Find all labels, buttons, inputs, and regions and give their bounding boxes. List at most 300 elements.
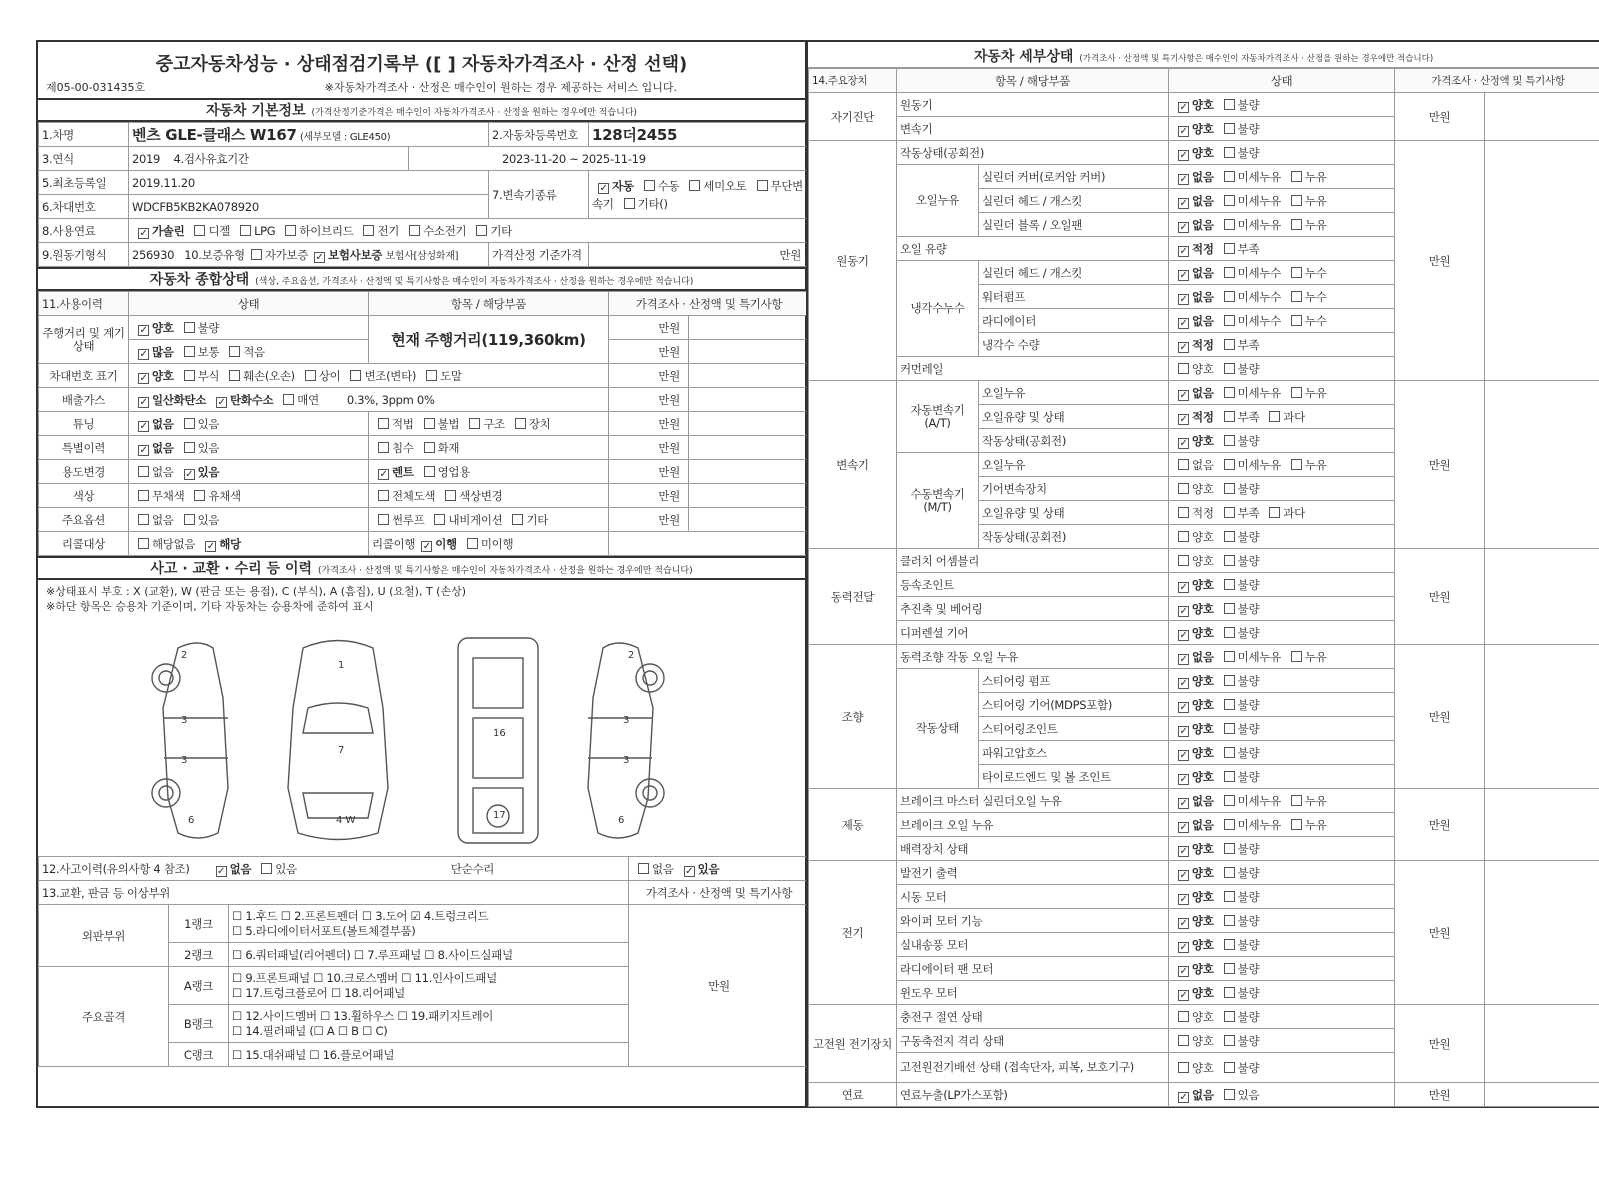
recall-do-checkbox-0[interactable]: [421, 541, 432, 552]
detail-4-4-checkbox-0[interactable]: [1178, 750, 1189, 761]
fuel-checkbox-5[interactable]: [409, 225, 420, 236]
detail-1-6-checkbox-1[interactable]: [1224, 291, 1235, 302]
detail-2-4-checkbox-1[interactable]: [1224, 483, 1235, 494]
detail-row: [809, 1083, 1599, 1107]
detail-1-8-checkbox-0[interactable]: [1178, 342, 1189, 353]
detail-7-2-checkbox-1[interactable]: [1224, 1062, 1235, 1073]
detail-5-0-option-label: 없음: [1192, 793, 1214, 808]
accident-checkbox-1[interactable]: [261, 863, 272, 874]
detail-row: [809, 141, 1599, 165]
rank-1-parts: [229, 905, 629, 943]
basic-info-title: 자동차 기본정보: [205, 103, 306, 119]
detail-4-5-checkbox-0[interactable]: [1178, 774, 1189, 785]
detail-0-1-option-label: 양호: [1192, 121, 1214, 136]
rank-b: B랭크: [169, 1005, 229, 1043]
detail-1-5-option-label: 누수: [1304, 265, 1327, 280]
detail-5-2-option-label: 양호: [1192, 841, 1214, 856]
detail-1-2-checkbox-0[interactable]: [1178, 198, 1189, 209]
detail-7-1-checkbox-0[interactable]: [1178, 1035, 1189, 1046]
price-note-cell: [689, 388, 810, 412]
detail-heading: [808, 42, 1599, 68]
rank-a-line-1: ☐ 9.프론트패널 ☐ 10.크로스멤버 ☐ 11.인사이드패널: [232, 970, 497, 985]
price-note-cell: [689, 484, 810, 508]
detail-2-0-checkbox-2[interactable]: [1291, 387, 1302, 398]
car-name: 벤츠 GLE-클래스 W167: [132, 126, 297, 144]
hdr-item: 항목 / 해당부품: [369, 292, 609, 316]
overall-5-checkbox-0[interactable]: [138, 490, 149, 501]
detail-state: [1169, 765, 1395, 789]
detail-0-1-checkbox-1[interactable]: [1224, 123, 1235, 134]
detail-4-3-checkbox-1[interactable]: [1224, 723, 1235, 734]
detail-1-1-option-label: 미세누유: [1237, 169, 1281, 184]
detail-1-3-checkbox-2[interactable]: [1291, 219, 1302, 230]
detail-3-2-checkbox-0[interactable]: [1178, 606, 1189, 617]
overall-row-items: [369, 484, 609, 508]
fuel-checkbox-0[interactable]: [138, 228, 149, 239]
detail-3-0-option-label: 양호: [1192, 553, 1214, 568]
detail-5-0-option-label: 미세누유: [1237, 793, 1281, 808]
hdr-state: 상태: [129, 292, 369, 316]
detail-7-1-option-label: 불량: [1237, 1033, 1260, 1048]
detail-6-2-checkbox-0[interactable]: [1178, 918, 1189, 929]
detail-2-0-checkbox-1[interactable]: [1224, 387, 1235, 398]
simple-repair-checkbox-0[interactable]: [638, 863, 649, 874]
detail-state: [1169, 861, 1395, 885]
detail-1-8-option-label: 부족: [1237, 337, 1260, 352]
recall-label: 리콜대상: [39, 532, 129, 556]
detail-1-9-option-label: 불량: [1237, 361, 1260, 376]
engine-warranty: [129, 243, 489, 267]
detail-1-6-checkbox-2[interactable]: [1291, 291, 1302, 302]
overall-row-extra: 0.3%, 3ppm 0%: [346, 392, 435, 407]
detail-2-3-checkbox-0[interactable]: [1178, 459, 1189, 470]
fuel-option-label: 전기: [377, 223, 400, 238]
detail-1-5-checkbox-0[interactable]: [1178, 270, 1189, 281]
overall-6-checkbox-1[interactable]: [184, 514, 195, 525]
detail-row: [809, 861, 1599, 885]
detail-3-1-checkbox-1[interactable]: [1224, 579, 1235, 590]
detail-2-0-option-label: 미세누유: [1237, 385, 1281, 400]
detail-6-5-checkbox-1[interactable]: [1224, 987, 1235, 998]
overall-4-checkbox-0[interactable]: [138, 466, 149, 477]
detail-5-1-checkbox-0[interactable]: [1178, 822, 1189, 833]
trans-checkbox-3[interactable]: [757, 180, 768, 191]
mileage2-checkbox-0[interactable]: [138, 349, 149, 360]
detail-1-7-option-label: 누수: [1304, 313, 1327, 328]
detail-1-0-checkbox-0[interactable]: [1178, 150, 1189, 161]
accident-note: (가격조사 · 산정액 및 특기사항은 매수인이 자동차가격조사 · 산정을 원하는 경우에만 적습니다): [318, 566, 693, 576]
detail-4-0-checkbox-2[interactable]: [1291, 651, 1302, 662]
recall-row: [39, 532, 810, 556]
vin-label: 6.차대번호: [39, 195, 129, 219]
detail-1-7-checkbox-1[interactable]: [1224, 315, 1235, 326]
detail-3-3-checkbox-1[interactable]: [1224, 627, 1235, 638]
mileage1-checkbox-1[interactable]: [184, 322, 195, 333]
left-sheet: [36, 40, 807, 1108]
overall-items-4-checkbox-1[interactable]: [424, 466, 435, 477]
detail-group-label: 고전원 전기장치: [809, 1005, 897, 1083]
overall-row: [39, 364, 810, 388]
detail-item: 와이퍼 모터 기능: [897, 909, 1169, 933]
detail-2-3-checkbox-1[interactable]: [1224, 459, 1235, 470]
overall-0-checkbox-5[interactable]: [426, 370, 437, 381]
overall-1-checkbox-0[interactable]: [138, 397, 149, 408]
price-note-cell: [689, 364, 810, 388]
fuel-checkbox-3[interactable]: [285, 225, 296, 236]
overall-1-option-label: 일산화탄소: [152, 392, 207, 407]
recall-checkbox-1[interactable]: [205, 541, 216, 552]
mileage2-checkbox-2[interactable]: [229, 346, 240, 357]
inspect: 2023-11-20 ~ 2025-11-19: [502, 151, 646, 166]
overall-items-5-checkbox-0[interactable]: [378, 490, 389, 501]
detail-1-7-checkbox-0[interactable]: [1178, 318, 1189, 329]
detail-2-5-checkbox-2[interactable]: [1269, 507, 1280, 518]
detail-2-1-checkbox-2[interactable]: [1269, 411, 1280, 422]
overall-items-3-checkbox-1[interactable]: [424, 442, 435, 453]
detail-0-1-checkbox-0[interactable]: [1178, 126, 1189, 137]
detail-1-3-checkbox-0[interactable]: [1178, 222, 1189, 233]
mileage2-option-label: 적음: [243, 344, 265, 359]
detail-1-2-checkbox-1[interactable]: [1224, 195, 1235, 206]
overall-items-3-checkbox-0[interactable]: [378, 442, 389, 453]
detail-4-2-option-label: 양호: [1192, 697, 1214, 712]
warranty-ins-checkbox[interactable]: [314, 252, 325, 263]
detail-row: [809, 93, 1599, 117]
overall-0-checkbox-1[interactable]: [184, 370, 195, 381]
detail-5-2-checkbox-0[interactable]: [1178, 846, 1189, 857]
overall-3-checkbox-0[interactable]: [138, 445, 149, 456]
detail-7-0-checkbox-0[interactable]: [1178, 1011, 1189, 1022]
detail-state: [1169, 693, 1395, 717]
detail-1-8-checkbox-1[interactable]: [1224, 339, 1235, 350]
detail-group-label: 동력전달: [809, 549, 897, 645]
overall-0-checkbox-4[interactable]: [350, 370, 361, 381]
detail-note: [1485, 789, 1599, 861]
overall-items-2-checkbox-0[interactable]: [378, 418, 389, 429]
detail-item: 실린더 헤드 / 개스킷: [979, 261, 1169, 285]
detail-1-1-checkbox-0[interactable]: [1178, 174, 1189, 185]
trans-checkbox-2[interactable]: [689, 180, 700, 191]
detail-state: [1169, 1053, 1395, 1083]
mileage-state2: [129, 340, 369, 364]
rank-c-parts: ☐ 15.대쉬패널 ☐ 16.플로어패널: [229, 1043, 629, 1067]
detail-8-0-checkbox-0[interactable]: [1178, 1092, 1189, 1103]
detail-4-0-checkbox-0[interactable]: [1178, 654, 1189, 665]
overall-items-2-checkbox-3[interactable]: [515, 418, 526, 429]
detail-state: [1169, 405, 1395, 429]
detail-8-0-checkbox-1[interactable]: [1224, 1089, 1235, 1100]
detail-1-1-checkbox-2[interactable]: [1291, 171, 1302, 182]
overall-1-checkbox-2[interactable]: [283, 394, 294, 405]
detail-state: [1169, 957, 1395, 981]
overall-5-checkbox-1[interactable]: [194, 490, 205, 501]
detail-item: 등속조인트: [897, 573, 1169, 597]
detail-4-4-checkbox-1[interactable]: [1224, 747, 1235, 758]
mileage1-checkbox-0[interactable]: [138, 325, 149, 336]
detail-6-3-checkbox-1[interactable]: [1224, 939, 1235, 950]
detail-2-6-option-label: 양호: [1192, 529, 1214, 544]
overall-table: [38, 291, 810, 556]
reg-no-label: 2.자동차등록번호: [489, 123, 589, 147]
detail-0-0-checkbox-0[interactable]: [1178, 102, 1189, 113]
overall-items-5-checkbox-1[interactable]: [445, 490, 456, 501]
detail-1-7-checkbox-2[interactable]: [1291, 315, 1302, 326]
overall-3-option-label: 있음: [197, 440, 220, 455]
trans-checkbox-1[interactable]: [644, 180, 655, 191]
detail-4-1-checkbox-0[interactable]: [1178, 678, 1189, 689]
overall-4-checkbox-1[interactable]: [184, 469, 195, 480]
overall-row: [39, 508, 810, 532]
detail-note: [1485, 93, 1599, 141]
overall-items-2-checkbox-2[interactable]: [469, 418, 480, 429]
overall-items-4-checkbox-0[interactable]: [378, 469, 389, 480]
overall-0-option-label: 훼손(오손): [243, 368, 295, 383]
recall-do-label: 리콜이행: [372, 536, 416, 551]
detail-1-5-checkbox-2[interactable]: [1291, 267, 1302, 278]
detail-1-4-checkbox-0[interactable]: [1178, 246, 1189, 257]
car-diagram: [38, 618, 805, 856]
recall-do: [369, 532, 609, 556]
overall-row-items: [369, 460, 609, 484]
detail-state: [1169, 285, 1395, 309]
detail-group-label: 자기진단: [809, 93, 897, 141]
trans-option-label: 무단변속기: [592, 178, 803, 211]
detail-state: [1169, 117, 1395, 141]
detail-2-1-checkbox-1[interactable]: [1224, 411, 1235, 422]
overall-6-option-label: 있음: [197, 512, 220, 527]
detail-1-9-checkbox-1[interactable]: [1224, 363, 1235, 374]
rank-1-line-1: ☐ 1.후드 ☐ 2.프론트펜더 ☐ 3.도어 ☑ 4.트렁크리드: [232, 908, 489, 923]
detail-6-0-option-label: 양호: [1192, 865, 1214, 880]
detail-5-0-checkbox-0[interactable]: [1178, 798, 1189, 809]
detail-state: [1169, 453, 1395, 477]
overall-0-checkbox-2[interactable]: [229, 370, 240, 381]
detail-group-label: 제동: [809, 789, 897, 861]
detail-item: 실린더 블록 / 오일팬: [979, 213, 1169, 237]
mileage-state1: [129, 316, 369, 340]
fuel-checkbox-4[interactable]: [363, 225, 374, 236]
part-6-left: 6: [188, 815, 195, 826]
overall-0-checkbox-0[interactable]: [138, 373, 149, 384]
overall-1-checkbox-1[interactable]: [216, 397, 227, 408]
detail-2-4-checkbox-0[interactable]: [1178, 483, 1189, 494]
trans-checkbox-0[interactable]: [598, 183, 609, 194]
detail-2-5-option-label: 적정: [1192, 505, 1214, 520]
trans-option-label: 자동: [612, 178, 634, 193]
detail-note: [1485, 861, 1599, 1005]
mileage2-checkbox-1[interactable]: [184, 346, 195, 357]
detail-item: 원동기: [897, 93, 1169, 117]
detail-1-1-checkbox-1[interactable]: [1224, 171, 1235, 182]
overall-5-option-label: 유채색: [208, 488, 241, 503]
detail-4-2-checkbox-1[interactable]: [1224, 699, 1235, 710]
detail-0-1-option-label: 불량: [1237, 121, 1260, 136]
detail-7-2-checkbox-0[interactable]: [1178, 1062, 1189, 1073]
detail-4-0-option-label: 미세누유: [1237, 649, 1281, 664]
detail-note: [1485, 141, 1599, 381]
detail-1-9-checkbox-0[interactable]: [1178, 363, 1189, 374]
fuel-checkbox-2[interactable]: [240, 225, 251, 236]
detail-4-2-checkbox-0[interactable]: [1178, 702, 1189, 713]
detail-4-1-checkbox-1[interactable]: [1224, 675, 1235, 686]
detail-6-4-checkbox-1[interactable]: [1224, 963, 1235, 974]
detail-1-3-checkbox-1[interactable]: [1224, 219, 1235, 230]
detail-0-0-checkbox-1[interactable]: [1224, 99, 1235, 110]
recall-do-checkbox-1[interactable]: [467, 538, 478, 549]
overall-2-checkbox-1[interactable]: [184, 418, 195, 429]
detail-6-2-checkbox-1[interactable]: [1224, 915, 1235, 926]
detail-4-3-checkbox-0[interactable]: [1178, 726, 1189, 737]
rank-1: 1랭크: [169, 905, 229, 943]
detail-4-0-checkbox-1[interactable]: [1224, 651, 1235, 662]
overall-items-2-option-label: 적법: [392, 416, 414, 431]
overall-items-6-checkbox-1[interactable]: [434, 514, 445, 525]
detail-1-0-option-label: 양호: [1192, 145, 1214, 160]
detail-2-6-checkbox-1[interactable]: [1224, 531, 1235, 542]
detail-6-0-option-label: 불량: [1237, 865, 1260, 880]
accident-checkbox-0[interactable]: [216, 866, 227, 877]
accident-title: 사고 · 교환 · 수리 등 이력: [150, 561, 312, 577]
detail-item: 디퍼렌셜 기어: [897, 621, 1169, 645]
detail-2-2-checkbox-0[interactable]: [1178, 438, 1189, 449]
overall-0-option-label: 상이: [318, 368, 341, 383]
detail-1-4-option-label: 적정: [1192, 241, 1214, 256]
detail-sub-label: 오일누유: [897, 165, 979, 237]
detail-6-0-checkbox-0[interactable]: [1178, 870, 1189, 881]
detail-2-5-checkbox-1[interactable]: [1224, 507, 1235, 518]
detail-3-0-checkbox-0[interactable]: [1178, 555, 1189, 566]
detail-item: 작동상태(공회전): [897, 141, 1169, 165]
detail-item: 충전구 절연 상태: [897, 1005, 1169, 1029]
detail-item: 오일유량 및 상태: [979, 501, 1169, 525]
fuel-checkbox-6[interactable]: [476, 225, 487, 236]
overall-items-5-option-label: 전체도색: [392, 488, 436, 503]
detail-1-0-option-label: 불량: [1237, 145, 1260, 160]
detail-2-6-checkbox-0[interactable]: [1178, 531, 1189, 542]
detail-2-5-checkbox-0[interactable]: [1178, 507, 1189, 518]
warranty-ins: 보험사보증: [328, 247, 383, 262]
won-cell: 만원: [609, 508, 689, 532]
detail-5-1-checkbox-1[interactable]: [1224, 819, 1235, 830]
detail-3-2-checkbox-1[interactable]: [1224, 603, 1235, 614]
detail-state: [1169, 165, 1395, 189]
detail-4-4-option-label: 불량: [1237, 745, 1260, 760]
trans-option-label: 세미오토: [703, 178, 747, 193]
detail-state: [1169, 621, 1395, 645]
detail-6-1-checkbox-1[interactable]: [1224, 891, 1235, 902]
detail-item: 브레이크 오일 누유: [897, 813, 1169, 837]
detail-1-4-option-label: 부족: [1237, 241, 1260, 256]
overall-items-6-checkbox-0[interactable]: [378, 514, 389, 525]
trans-option-label: 수동: [657, 178, 680, 193]
doc-number: 제05-00-031435호: [46, 81, 146, 94]
detail-3-1-checkbox-0[interactable]: [1178, 582, 1189, 593]
warranty-self-checkbox[interactable]: [251, 249, 262, 260]
detail-1-0-checkbox-1[interactable]: [1224, 147, 1235, 158]
detail-6-5-checkbox-0[interactable]: [1178, 990, 1189, 1001]
overall-items-6-checkbox-2[interactable]: [512, 514, 523, 525]
detail-2-0-option-label: 없음: [1192, 385, 1214, 400]
trans-checkbox-4[interactable]: [624, 198, 635, 209]
detail-4-0-option-label: 없음: [1192, 649, 1214, 664]
accident-heading: [38, 556, 805, 580]
hdr-price: 가격조사 · 산정액 및 특기사항: [1395, 69, 1599, 93]
detail-6-1-checkbox-0[interactable]: [1178, 894, 1189, 905]
detail-state: [1169, 1005, 1395, 1029]
detail-7-0-checkbox-1[interactable]: [1224, 1011, 1235, 1022]
detail-price: 만원: [1395, 861, 1485, 1005]
detail-state: [1169, 309, 1395, 333]
rank-1-line-2: ☐ 5.라디에이터서포트(볼트체결부품): [232, 923, 416, 938]
detail-2-0-checkbox-0[interactable]: [1178, 390, 1189, 401]
hdr-price: 가격조사 · 산정액 및 특기사항: [609, 292, 810, 316]
detail-1-2-option-label: 없음: [1192, 193, 1214, 208]
detail-1-6-checkbox-0[interactable]: [1178, 294, 1189, 305]
detail-5-0-checkbox-1[interactable]: [1224, 795, 1235, 806]
recall-checkbox-0[interactable]: [138, 538, 149, 549]
detail-1-5-option-label: 없음: [1192, 265, 1214, 280]
detail-state: [1169, 381, 1395, 405]
detail-5-1-checkbox-2[interactable]: [1291, 819, 1302, 830]
detail-3-2-option-label: 불량: [1237, 601, 1260, 616]
detail-5-0-checkbox-2[interactable]: [1291, 795, 1302, 806]
price-note-cell: [689, 508, 810, 532]
accident-options: [210, 862, 301, 876]
overall-0-checkbox-3[interactable]: [305, 370, 316, 381]
detail-2-2-checkbox-1[interactable]: [1224, 435, 1235, 446]
overall-row-label: 색상: [39, 484, 129, 508]
fuel-checkbox-1[interactable]: [194, 225, 205, 236]
detail-2-1-checkbox-0[interactable]: [1178, 414, 1189, 425]
detail-item: 타이로드엔드 및 볼 조인트: [979, 765, 1169, 789]
detail-6-4-checkbox-0[interactable]: [1178, 966, 1189, 977]
simple-repair-checkbox-1[interactable]: [684, 866, 695, 877]
detail-2-1-option-label: 부족: [1237, 409, 1260, 424]
detail-price: 만원: [1395, 1083, 1485, 1107]
detail-6-3-checkbox-0[interactable]: [1178, 942, 1189, 953]
overall-0-option-label: 변조(변타): [364, 368, 417, 383]
detail-4-3-option-label: 불량: [1237, 721, 1260, 736]
detail-1-2-checkbox-2[interactable]: [1291, 195, 1302, 206]
detail-price: 만원: [1395, 381, 1485, 549]
detail-item: 오일유량 및 상태: [979, 405, 1169, 429]
detail-3-0-checkbox-1[interactable]: [1224, 555, 1235, 566]
detail-4-5-checkbox-1[interactable]: [1224, 771, 1235, 782]
overall-2-checkbox-0[interactable]: [138, 421, 149, 432]
overall-3-checkbox-1[interactable]: [184, 442, 195, 453]
hdr-main: 14.주요장치: [809, 69, 897, 93]
detail-2-3-checkbox-2[interactable]: [1291, 459, 1302, 470]
detail-price: 만원: [1395, 645, 1485, 789]
year-value: [129, 147, 409, 171]
detail-group-label: 연료: [809, 1083, 897, 1107]
detail-1-4-checkbox-1[interactable]: [1224, 243, 1235, 254]
detail-item: 실내송풍 모터: [897, 933, 1169, 957]
car-model: (세부모델 : GLE450): [299, 132, 391, 143]
detail-6-4-option-label: 불량: [1237, 961, 1260, 976]
detail-item: 스티어링 기어(MDPS포함): [979, 693, 1169, 717]
detail-4-1-option-label: 불량: [1237, 673, 1260, 688]
overall-6-checkbox-0[interactable]: [138, 514, 149, 525]
overall-items-2-checkbox-1[interactable]: [424, 418, 435, 429]
detail-3-3-checkbox-0[interactable]: [1178, 630, 1189, 641]
detail-7-1-checkbox-1[interactable]: [1224, 1035, 1235, 1046]
detail-table: [808, 68, 1599, 1107]
accident-label: 12.사고이력(유의사항 4 참조): [42, 861, 190, 876]
detail-5-2-checkbox-1[interactable]: [1224, 843, 1235, 854]
detail-6-0-checkbox-1[interactable]: [1224, 867, 1235, 878]
detail-1-5-checkbox-1[interactable]: [1224, 267, 1235, 278]
